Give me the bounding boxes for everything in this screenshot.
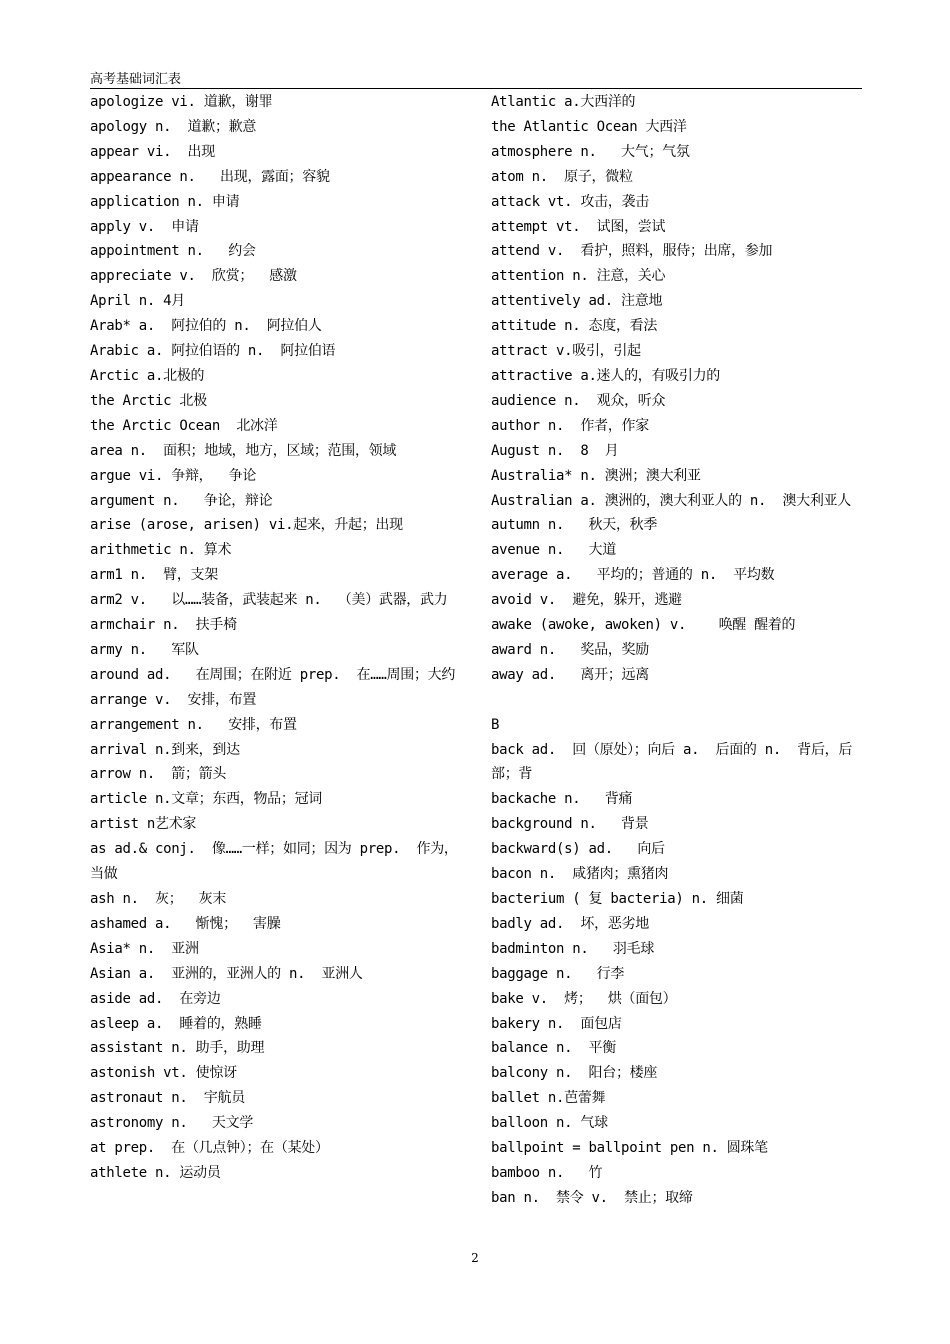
vocab-entry: audience n. 观众，听众	[491, 392, 666, 409]
vocab-entry: average a. 平均的；普通的 n. 平均数	[491, 567, 775, 584]
vocab-entry: bamboo n. 竹	[491, 1164, 603, 1181]
vocab-entry: atmosphere n. 大气；气氛	[491, 143, 690, 160]
header-title: 高考基础词汇表	[90, 72, 182, 87]
vocab-entry: athlete n. 运动员	[90, 1164, 221, 1181]
vocab-entry: Asian a. 亚洲的，亚洲人的 n. 亚洲人	[90, 965, 363, 982]
vocab-entry: balloon n. 气球	[491, 1115, 608, 1132]
vocab-entry: badly ad. 坏，恶劣地	[491, 915, 649, 932]
vocab-entry: ballpoint = ballpoint pen n. 圆珠笔	[491, 1140, 768, 1157]
vocab-entry: application n. 申请	[90, 193, 240, 210]
vocab-entry: arrange v. 安排，布置	[90, 691, 257, 708]
vocab-entry: ban n. 禁令 v. 禁止；取缔	[491, 1189, 693, 1206]
vocab-entry: bake v. 烤； 烘（面包）	[491, 990, 677, 1007]
vocab-entry: arrow n. 箭；箭头	[90, 766, 227, 783]
vocab-entry: arm2 v. 以……装备，武装起来 n. （美）武器，武力	[90, 592, 448, 609]
vocab-entry: aside ad. 在旁边	[90, 990, 221, 1007]
vocab-entry: argue vi. 争辩， 争论	[90, 467, 257, 484]
vocab-entry: artist n艺术家	[90, 816, 197, 833]
vocab-entry: Australia* n. 澳洲；澳大利亚	[491, 467, 701, 484]
vocab-entry: balcony n. 阳台；楼座	[491, 1065, 658, 1082]
vocab-entry: Atlantic a.大西洋的	[491, 94, 636, 110]
vocab-entry: attend v. 看护，照料，服侍；出席，参加	[491, 243, 773, 260]
vocab-entry: appear vi. 出现	[90, 143, 215, 160]
vocab-entry: arrival n.到来，到达	[90, 741, 240, 758]
vocab-entry: author n. 作者，作家	[491, 417, 649, 434]
vocab-entry: article n.文章；东西，物品；冠词	[90, 791, 322, 808]
vocab-entry: Arabic a. 阿拉伯语的 n. 阿拉伯语	[90, 343, 336, 360]
vocab-entry: at prep. 在（几点钟）；在（某处）	[90, 1140, 329, 1157]
vocab-entry: ashamed a. 惭愧； 害臊	[90, 915, 281, 932]
vocab-entry: the Atlantic Ocean 大西洋	[491, 118, 687, 135]
vocab-entry: attentively ad. 注意地	[491, 293, 663, 310]
vocab-entry: Asia* n. 亚洲	[90, 940, 199, 957]
vocab-entry: area n. 面积；地域，地方，区域；范围，领域	[90, 442, 397, 459]
vocab-entry: army n. 军队	[90, 641, 199, 658]
vocab-entry: backward(s) ad. 向后	[491, 841, 665, 858]
vocab-entry: attractive a.迷人的，有吸引力的	[491, 367, 720, 384]
vocab-entry: attention n. 注意，关心	[491, 268, 666, 285]
vocab-entry: astronomy n. 天文学	[90, 1115, 254, 1132]
vocab-entry: Australian a. 澳洲的，澳大利亚人的 n. 澳大利亚人	[491, 492, 851, 509]
vocab-entry: asleep a. 睡着的，熟睡	[90, 1015, 262, 1032]
vocab-entry: attack vt. 攻击，袭击	[491, 193, 649, 210]
vocab-entry: award n. 奖品，奖励	[491, 641, 649, 658]
vocab-entry: avenue n. 大道	[491, 542, 616, 559]
vocab-entry: arrangement n. 安排，布置	[90, 716, 297, 733]
vocab-entry: around ad. 在周围；在附近 prep. 在……周围；大约	[90, 666, 456, 683]
section-letter: B	[491, 716, 500, 733]
vocab-entry: ash n. 灰； 灰末	[90, 891, 227, 907]
vocab-entry: armchair n. 扶手椅	[90, 617, 237, 634]
vocab-entry: awake (awoke, awoken) v. 唤醒 醒着的	[491, 617, 796, 634]
vocab-entry: autumn n. 秋天，秋季	[491, 517, 658, 534]
vocab-entry: background n. 背景	[491, 816, 649, 833]
vocab-entry: appearance n. 出现，露面；容貌	[90, 168, 330, 185]
vocab-entry: badminton n. 羽毛球	[491, 940, 655, 957]
vocab-entry: balance n. 平衡	[491, 1040, 616, 1057]
vocab-entry: the Arctic Ocean 北冰洋	[90, 417, 278, 434]
vocab-entry: ballet n.芭蕾舞	[491, 1090, 606, 1107]
vocab-entry: appreciate v. 欣赏； 感激	[90, 268, 297, 285]
vocab-entry: April n. 4月	[90, 293, 185, 310]
blank-line	[491, 688, 863, 713]
vocab-entry: away ad. 离开；远离	[491, 666, 649, 683]
vocab-entry: atom n. 原子，微粒	[491, 168, 633, 185]
vocab-entry: backache n. 背痛	[491, 791, 633, 808]
page-header	[90, 72, 862, 89]
vocab-entry: appointment n. 约会	[90, 243, 256, 260]
vocab-entry: apply v. 申请	[90, 218, 199, 235]
vocab-entry: arm1 n. 臂，支架	[90, 567, 218, 584]
left-column	[90, 90, 468, 1186]
vocab-entry: attitude n. 态度，看法	[491, 318, 658, 335]
vocab-entry: Arab* a. 阿拉伯的 n. 阿拉伯人	[90, 318, 322, 335]
vocab-entry: argument n. 争论，辩论	[90, 492, 273, 509]
vocab-entry: Arctic a.北极的	[90, 367, 205, 384]
vocab-entry: attract v.吸引，引起	[491, 343, 641, 360]
right-column	[491, 90, 863, 1211]
vocab-entry: astonish vt. 使惊讶	[90, 1065, 237, 1082]
vocab-entry: assistant n. 助手，助理	[90, 1040, 265, 1057]
vocab-entry: astronaut n. 宇航员	[90, 1090, 245, 1107]
vocab-entry: bacon n. 咸猪肉；熏猪肉	[491, 866, 669, 883]
vocab-entry: bakery n. 面包店	[491, 1015, 622, 1032]
page-number: 2	[471, 1251, 479, 1265]
vocab-entry: the Arctic 北极	[90, 392, 207, 409]
vocab-entry: baggage n. 行李	[491, 965, 625, 982]
vocab-entry: attempt vt. 试图，尝试	[491, 218, 666, 235]
vocab-entry: bacterium ( 复 bacteria) n. 细菌	[491, 890, 744, 907]
vocab-entry: back ad. 回（原处）；向后 a. 后面的 n. 背后，后部；背	[491, 741, 853, 783]
vocab-entry: apologize vi. 道歉，谢罪	[90, 94, 273, 110]
vocab-entry: arise (arose, arisen) vi.起来，升起；出现	[90, 517, 403, 534]
vocab-entry: August n. 8 月	[491, 442, 619, 459]
vocab-entry: as ad.& conj. 像……一样；如同；因为 prep. 作为，当做	[90, 841, 458, 883]
vocab-entry: avoid v. 避免，躲开，逃避	[491, 592, 682, 609]
vocab-entry: arithmetic n. 算术	[90, 542, 232, 559]
vocab-entry: apology n. 道歉；歉意	[90, 118, 257, 135]
